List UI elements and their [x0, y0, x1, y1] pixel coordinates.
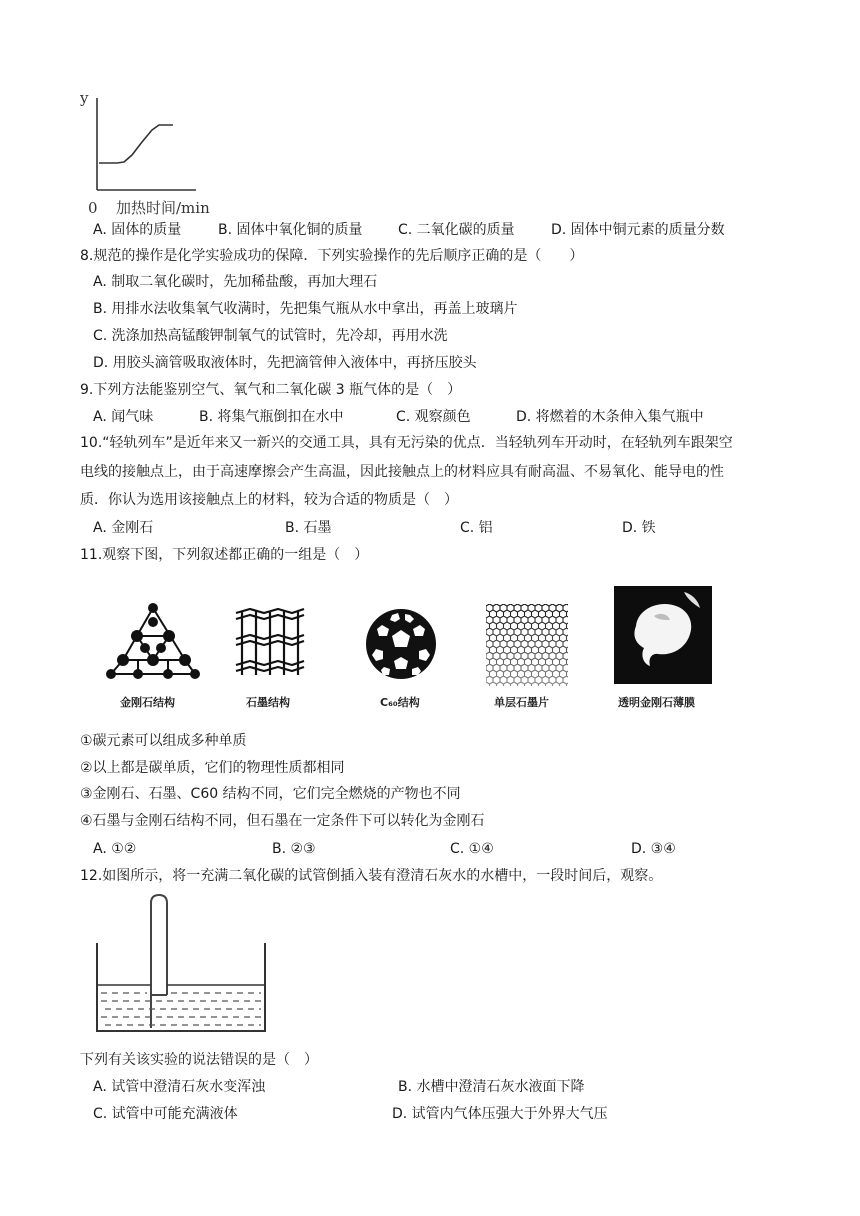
q10-stem-line-3: 质．你认为选用该接触点上的材料，较为合适的物质是（ ）	[80, 492, 458, 508]
graphene-sheet-image	[486, 604, 568, 686]
q9-option-c: C. 观察颜色	[396, 409, 471, 425]
q10-option-d: D. 铁	[622, 520, 656, 536]
q11-stem: 11.观察下图，下列叙述都正确的一组是（ ）	[80, 547, 369, 563]
q10-option-c: C. 铝	[460, 520, 493, 536]
graph-curve	[99, 125, 173, 163]
q9-option-d: D. 将燃着的木条伸入集气瓶中	[516, 409, 704, 425]
caption-diamond-film: 透明金刚石薄膜	[618, 696, 695, 709]
q7-option-a: A. 固体的质量	[93, 222, 182, 238]
q11-statement-3: ③金刚石、石墨、C60 结构不同，它们完全燃烧的产物也不同	[80, 786, 461, 802]
caption-graphene-sheet: 单层石墨片	[494, 696, 549, 709]
q9-stem: 9.下列方法能鉴别空气、氧气和二氧化碳 3 瓶气体的是（ ）	[80, 382, 462, 398]
q8-option-c: C. 洗涤加热高锰酸钾制氧气的试管时，先冷却，再用水洗	[93, 328, 448, 344]
q11-option-d: D. ③④	[631, 841, 676, 857]
graph-origin-label: 0	[88, 199, 98, 217]
q10-stem-line-2: 电线的接触点上，由于高速摩擦会产生高温，因此接触点上的材料应具有耐高温、不易氧化、能导电的性	[80, 464, 724, 480]
q12-stem: 12.如图所示，将一充满二氧化碳的试管倒插入装有澄清石灰水的水槽中，一段时间后，观察。	[80, 868, 663, 884]
q8-option-a: A. 制取二氧化碳时，先加稀盐酸，再加大理石	[93, 274, 378, 290]
q11-option-c: C. ①④	[450, 841, 494, 857]
q11-statement-4: ④石墨与金刚石结构不同，但石墨在一定条件下可以转化为金刚石	[80, 813, 485, 829]
caption-c60-structure: C₆₀结构	[380, 696, 420, 709]
q10-stem-line-1: 10.“轻轨列车”是近年来又一新兴的交通工具，具有无污染的优点．当轻轨列车开动时，在轻轨列车跟架空	[80, 435, 733, 451]
caption-diamond-structure: 金刚石结构	[120, 696, 175, 709]
q11-statement-1: ①碳元素可以组成多种单质	[80, 733, 247, 749]
q9-option-a: A. 闻气味	[93, 409, 154, 425]
c60-structure-image	[362, 605, 440, 683]
q10-option-b: B. 石墨	[285, 520, 332, 536]
diamond-structure-image	[103, 600, 203, 680]
q7-option-c: C. 二氧化碳的质量	[398, 222, 515, 238]
q8-option-d: D. 用胶头滴管吸取液体时，先把滴管伸入液体中，再挤压胶头	[93, 355, 477, 371]
q11-option-b: B. ②③	[272, 841, 316, 857]
q12-sub-stem: 下列有关该实验的说法错误的是（ ）	[80, 1052, 318, 1068]
q8-option-b: B. 用排水法收集氧气收满时，先把集气瓶从水中拿出，再盖上玻璃片	[93, 301, 518, 317]
q12-option-a: A. 试管中澄清石灰水变浑浊	[93, 1079, 266, 1095]
q7-option-b: B. 固体中氧化铜的质量	[218, 222, 363, 238]
q12-option-d: D. 试管内气体压强大于外界大气压	[392, 1106, 608, 1122]
q10-option-a: A. 金刚石	[93, 520, 154, 536]
test-tube-trough-diagram	[95, 893, 270, 1035]
diamond-film-image	[614, 586, 712, 684]
graph-x-label: 加热时间/min	[116, 199, 210, 217]
graphite-structure-image	[232, 605, 307, 683]
q11-statement-2: ②以上都是碳单质，它们的物理性质都相同	[80, 760, 345, 776]
caption-graphite-structure: 石墨结构	[246, 696, 290, 709]
graph-y-label: y	[80, 89, 89, 107]
q9-option-b: B. 将集气瓶倒扣在水中	[199, 409, 344, 425]
q12-option-c: C. 试管中可能充满液体	[93, 1106, 238, 1122]
q8-stem: 8.规范的操作是化学实验成功的保障．下列实验操作的先后顺序正确的是（ ）	[80, 248, 584, 264]
q12-option-b: B. 水槽中澄清石灰水液面下降	[398, 1079, 585, 1095]
q11-option-a: A. ①②	[93, 841, 137, 857]
q7-option-d: D. 固体中铜元素的质量分数	[551, 222, 725, 238]
